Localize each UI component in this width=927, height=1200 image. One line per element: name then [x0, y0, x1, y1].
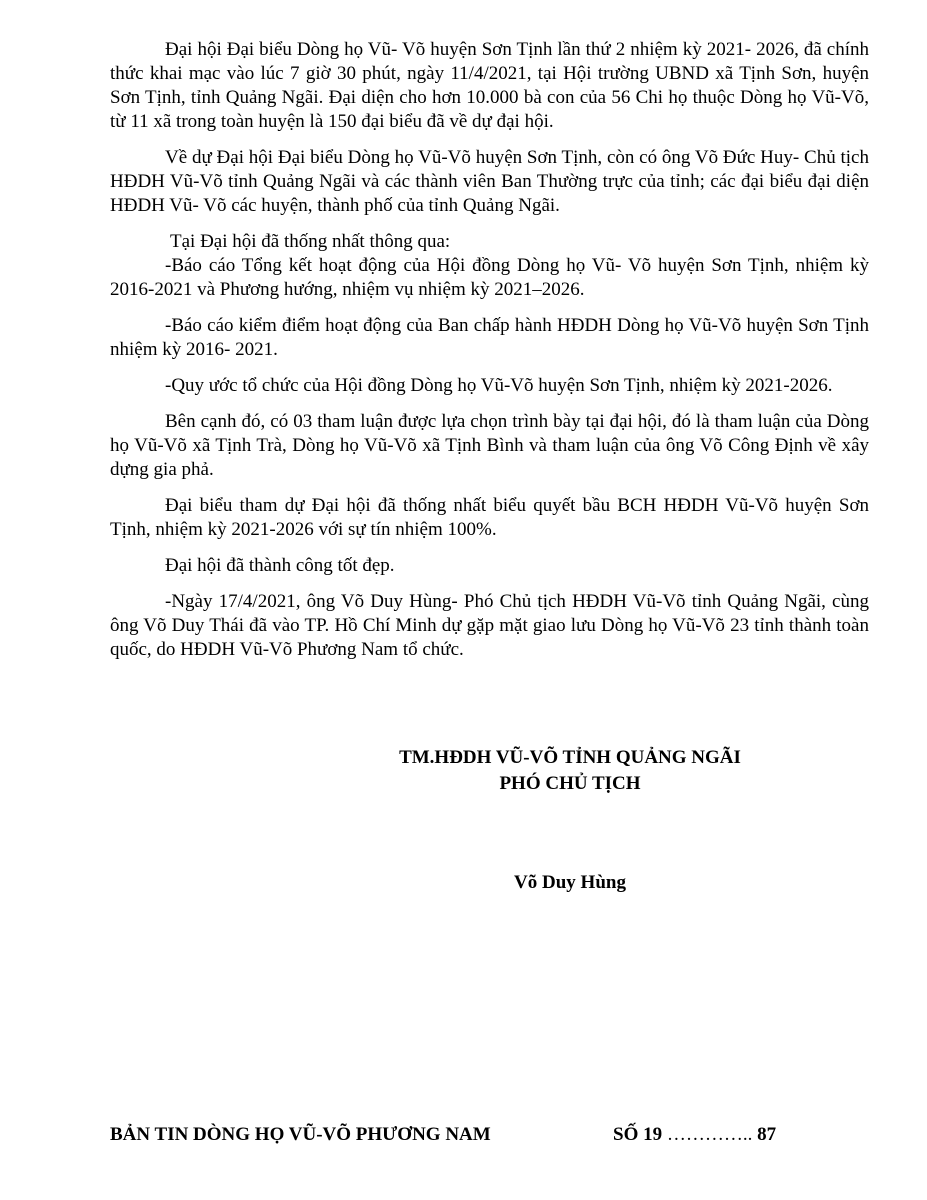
paragraph-regulations: -Quy ước tổ chức của Hội đồng Dòng họ Vũ-Võ huyện Sơn Tịnh, nhiệm kỳ 2021-2026.	[165, 375, 833, 396]
signature-name: Võ Duy Hùng	[514, 872, 626, 893]
paragraph-success: Đại hội đã thành công tốt đẹp.	[165, 555, 395, 576]
paragraph-approved-intro: Tại Đại hội đã thống nhất thông qua:	[170, 231, 451, 252]
footer-page-number: 87	[757, 1124, 777, 1145]
signature-organization: TM.HĐDH VŨ-VÕ TỈNH QUẢNG NGÃI	[399, 747, 741, 768]
paragraph-election: Đại biểu tham dự Đại hội đã thống nhất biểu quyết bầu BCH HĐDH Vũ-Võ huyện Sơn Tịnh, nhiệm kỳ 2021-2026 với sự tín nhiệm 100%.	[110, 495, 869, 540]
paragraph-summary-report: -Báo cáo Tổng kết hoạt động của Hội đồng Dòng họ Vũ- Võ huyện Sơn Tịnh, nhiệm kỳ 2016-2021 và Phương hướng, nhiệm vụ nhiệm kỳ 2021–2026.	[110, 255, 869, 300]
footer-issue: SỐ 19	[613, 1124, 663, 1145]
footer-publication: BẢN TIN DÒNG HỌ VŨ-VÕ PHƯƠNG NAM	[110, 1124, 491, 1145]
paragraph-attendees: Về dự Đại hội Đại biểu Dòng họ Vũ-Võ huyện Sơn Tịnh, còn có ông Võ Đức Huy- Chủ tịch HĐDH Vũ-Võ tỉnh Quảng Ngãi và các thành viên Ban Thường trực của tỉnh; các đại biểu đại diện HĐDH Vũ- Võ các huyện, thành phố của tỉnh Quảng Ngãi.	[110, 147, 869, 216]
paragraph-review-report: -Báo cáo kiểm điểm hoạt động của Ban chấp hành HĐDH Dòng họ Vũ-Võ huyện Sơn Tịnh nhiệm kỳ 2016- 2021.	[110, 315, 869, 360]
signature-title: PHÓ CHỦ TỊCH	[499, 773, 641, 794]
paragraph-exchange-meeting: -Ngày 17/4/2021, ông Võ Duy Hùng- Phó Chủ tịch HĐDH Vũ-Võ tỉnh Quảng Ngãi, cùng ông Võ Duy Thái đã vào TP. Hồ Chí Minh dự gặp mặt giao lưu Dòng họ Vũ-Võ 23 tỉnh thành toàn quốc, do HĐDH Vũ-Võ Phương Nam tổ chức.	[110, 591, 869, 660]
footer-dots: …………..	[666, 1124, 753, 1145]
article-body	[110, 38, 869, 674]
footer-issue-page	[613, 1122, 776, 1148]
paragraph-congress-opening: Đại hội Đại biểu Dòng họ Vũ- Võ huyện Sơn Tịnh lần thứ 2 nhiệm kỳ 2021- 2026, đã chính thức khai mạc vào lúc 7 giờ 30 phút, ngày 11/4/2021, tại Hội trường UBND xã Tịnh Sơn, huyện Sơn Tịnh, tỉnh Quảng Ngãi. Đại diện cho hơn 10.000 bà con của 56 Chi họ thuộc Dòng họ Vũ-Võ, từ 11 xã trong toàn huyện là 150 đại biểu đã về dự đại hội.	[110, 39, 869, 132]
paragraph-presentations: Bên cạnh đó, có 03 tham luận được lựa chọn trình bày tại đại hội, đó là tham luận của Dòng họ Vũ-Võ xã Tịnh Trà, Dòng họ Vũ-Võ xã Tịnh Bình và tham luận của ông Võ Công Định về xây dựng gia phả.	[110, 411, 869, 480]
